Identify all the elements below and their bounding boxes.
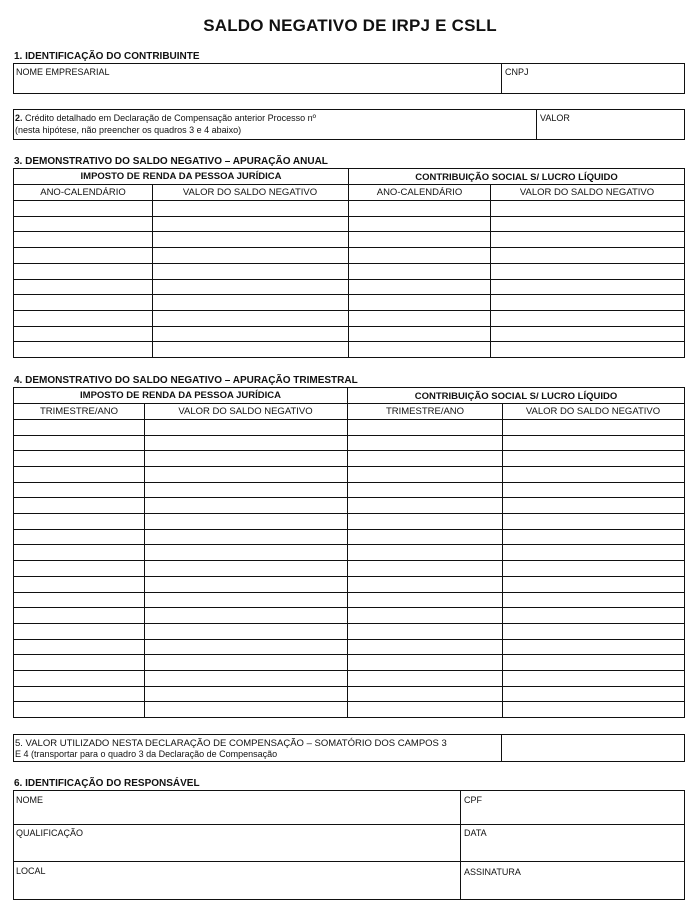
csll-valor-header: VALOR DO SALDO NEGATIVO [525,406,661,417]
qualificacao-label: QUALIFICAÇÃO [16,828,84,838]
section-1-heading: 1. IDENTIFICAÇÃO DO CONTRIBUINTE [14,51,200,62]
table-row[interactable] [14,294,684,311]
section-4-heading: 4. DEMONSTRATIVO DO SALDO NEGATIVO – APURAÇÃO TRIMESTRAL [14,375,358,386]
section-3-heading: 3. DEMONSTRATIVO DO SALDO NEGATIVO – APURAÇÃO ANUAL [14,156,328,167]
data-label: DATA [464,828,487,838]
irpj-ano-calendario-header: ANO-CALENDÁRIO [40,187,126,198]
irpj-title: IMPOSTO DE RENDA DA PESSOA JURÍDICA [80,171,282,182]
table-row[interactable] [14,560,684,577]
valor-label: VALOR [540,113,570,123]
section-2-number: 2. [15,113,23,123]
page-title: SALDO NEGATIVO DE IRPJ E CSLL [203,16,497,35]
assinatura-label: ASSINATURA [464,867,521,877]
section-6-heading: 6. IDENTIFICAÇÃO DO RESPONSÁVEL [14,778,200,789]
irpj-trimestre-header: TRIMESTRE/ANO [39,406,119,417]
divider [460,791,461,899]
divider [14,184,684,185]
table-row[interactable] [14,607,684,624]
nome-empresarial-label: NOME EMPRESARIAL [16,67,110,77]
valor-utilizado-box [13,734,685,762]
responsavel-box [13,790,685,900]
nome-label: NOME [16,795,43,805]
apuracao-anual-table [13,168,685,358]
cpf-label: CPF [464,795,482,805]
csll-trimestre-header: TRIMESTRE/ANO [385,406,465,417]
table-row[interactable] [14,623,684,640]
credito-anterior-box [13,109,685,140]
apuracao-trimestral-rows [14,419,684,717]
irpj-valor-header: VALOR DO SALDO NEGATIVO [178,406,313,417]
irpj-valor-header: VALOR DO SALDO NEGATIVO [182,187,318,198]
divider [501,735,502,761]
divider [14,824,684,825]
table-row[interactable] [14,200,684,217]
irpj-title: IMPOSTO DE RENDA DA PESSOA JURÍDICA [80,390,281,401]
csll-title: CONTRIBUIÇÃO SOCIAL S/ LUCRO LÍQUIDO [415,172,618,183]
cnpj-label: CNPJ [505,67,529,77]
table-row[interactable] [14,576,684,593]
divider [14,403,684,404]
table-row[interactable] [14,544,684,561]
divider [501,64,502,93]
table-row[interactable] [14,231,684,248]
table-row[interactable] [14,466,684,483]
apuracao-trimestral-table [13,387,685,718]
table-row[interactable] [14,670,684,687]
table-row[interactable] [14,247,684,264]
table-row[interactable] [14,654,684,671]
table-row[interactable] [14,341,684,358]
table-row[interactable] [14,263,684,280]
contribuinte-box [13,63,685,94]
csll-valor-header: VALOR DO SALDO NEGATIVO [519,187,655,198]
local-label: LOCAL [16,866,46,876]
table-row[interactable] [14,419,684,436]
credito-anterior-line1 [15,113,316,124]
divider [14,861,684,862]
csll-ano-calendario-header: ANO-CALENDÁRIO [376,187,463,198]
table-row[interactable] [14,513,684,530]
divider [536,110,537,139]
table-row[interactable] [14,497,684,514]
csll-title: CONTRIBUIÇÃO SOCIAL S/ LUCRO LÍQUIDO [414,391,618,402]
table-row[interactable] [14,450,684,467]
valor-utilizado-line2: E 4 (transportar para o quadro 3 da Declaração de Compensação [15,749,278,759]
table-row[interactable] [14,310,684,327]
valor-utilizado-line1: 5. VALOR UTILIZADO NESTA DECLARAÇÃO DE COMPENSAÇÃO – SOMATÓRIO DOS CAMPOS 3 [15,738,447,749]
apuracao-anual-rows [14,200,684,357]
credito-anterior-text: Crédito detalhado em Declaração de Compensação anterior Processo nº [22,113,316,123]
table-row[interactable] [14,701,684,718]
credito-anterior-line2: (nesta hipótese, não preencher os quadros 3 e 4 abaixo) [15,125,242,135]
